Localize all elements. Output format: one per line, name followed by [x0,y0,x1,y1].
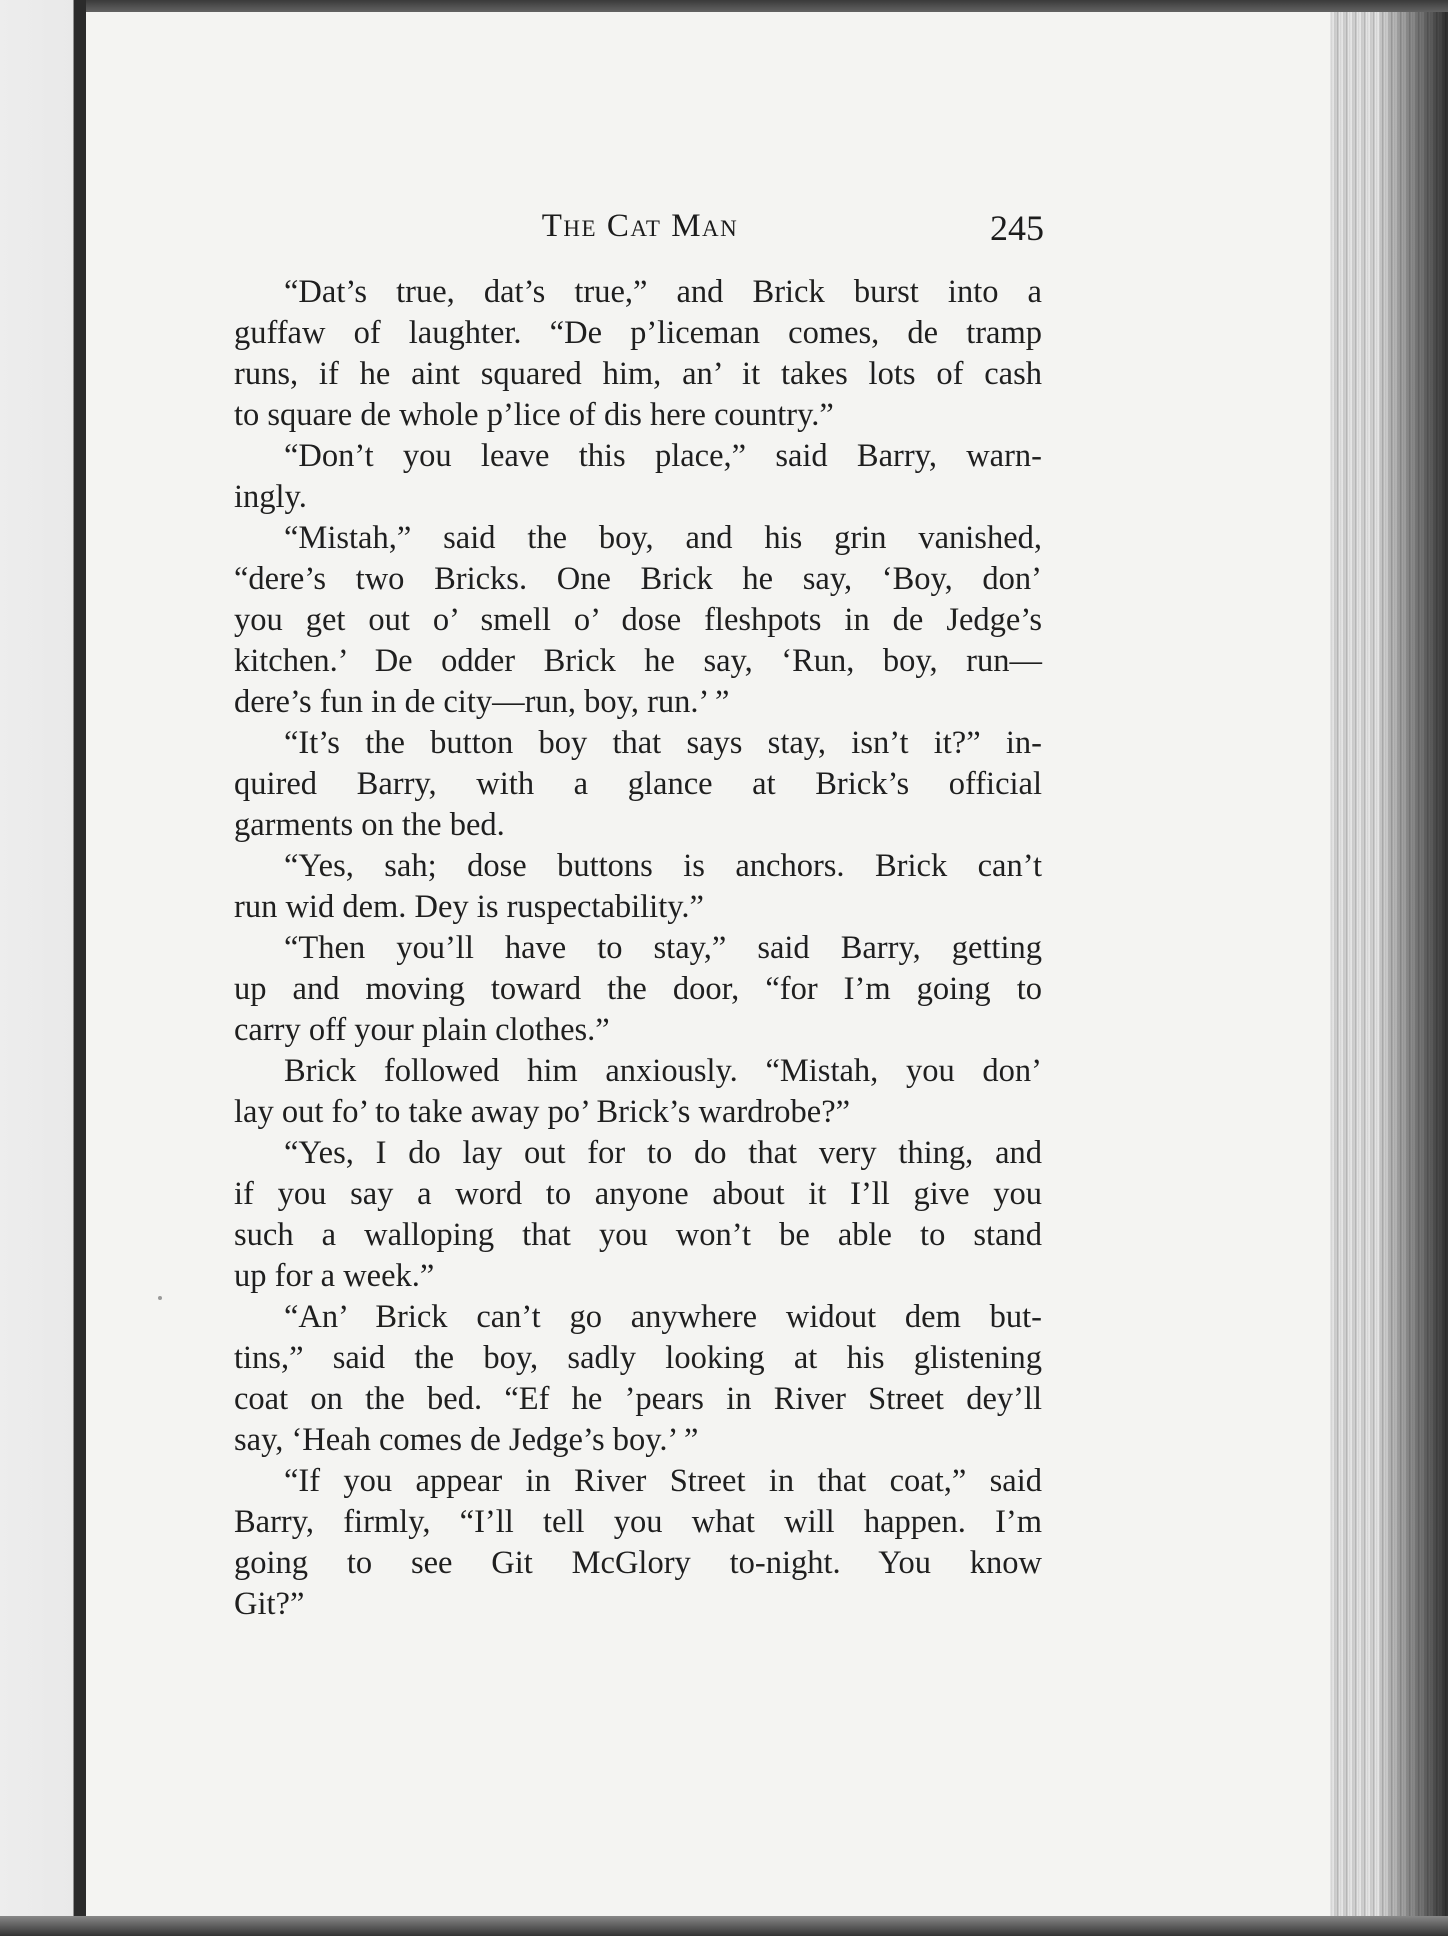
text-line: Barry, firmly, “I’ll tell you what will happen. I’m [234,1504,1042,1540]
paragraph [234,928,1042,1051]
running-head [236,204,1044,248]
text-line: “Dat’s true, dat’s true,” and Brick burst into a [284,274,1042,310]
text-line: say, ‘Heah comes de Jedge’s boy.’ ” [234,1422,699,1458]
paragraph [234,1297,1042,1461]
text-line: run wid dem. Dey is ruspectability.” [234,889,704,925]
text-line: to square de whole p’lice of dis here country.” [234,397,834,433]
page-edges-shadow [1380,12,1448,1932]
paragraph [234,846,1042,928]
page-number: 245 [990,208,1044,248]
text-line: carry off your plain clothes.” [234,1012,610,1048]
text-line: kitchen.’ De odder Brick he say, ‘Run, boy, run— [234,643,1042,679]
paragraph [234,723,1042,846]
text-line: guffaw of laughter. “De p’liceman comes, de tramp [234,315,1042,351]
text-line: quired Barry, with a glance at Brick’s official [234,766,1042,802]
text-line: ingly. [234,479,307,515]
paragraph [234,518,1042,723]
text-line: “Yes, I do lay out for to do that very thing, and [284,1135,1042,1171]
paper-speck [158,1296,162,1300]
body-text [234,272,1042,1625]
text-line: up for a week.” [234,1258,435,1294]
text-line: “dere’s two Bricks. One Brick he say, ‘Boy, don’ [234,561,1042,597]
text-line: going to see Git McGlory to-night. You know [234,1545,1042,1581]
text-line: “An’ Brick can’t go anywhere widout dem but- [284,1299,1042,1335]
text-line: “If you appear in River Street in that coat,” said [284,1463,1042,1499]
bottom-shadow [0,1916,1448,1936]
text-line: Git?” [234,1586,305,1622]
text-line: tins,” said the boy, sadly looking at his glistening [234,1340,1042,1376]
paragraph [234,272,1042,436]
text-line: “Don’t you leave this place,” said Barry, warn- [284,438,1042,474]
text-line: “Then you’ll have to stay,” said Barry, getting [284,930,1042,966]
text-line: lay out fo’ to take away po’ Brick’s wardrobe?” [234,1094,851,1130]
text-line: “Yes, sah; dose buttons is anchors. Brick can’t [284,848,1042,884]
text-line: garments on the bed. [234,807,505,843]
text-line: Brick followed him anxiously. “Mistah, you don’ [284,1053,1042,1089]
text-line: you get out o’ smell o’ dose fleshpots in de Jedge’s [234,602,1042,638]
text-line: up and moving toward the door, “for I’m going to [234,971,1042,1007]
running-title: The Cat Man [541,208,739,244]
text-line: such a walloping that you won’t be able to stand [234,1217,1042,1253]
left-gutter [0,0,86,1936]
text-line: coat on the bed. “Ef he ’pears in River Street dey’ll [234,1381,1042,1417]
text-line: “It’s the button boy that says stay, isn’t it?” in- [284,725,1042,761]
text-line: dere’s fun in de city—run, boy, run.’ ” [234,684,730,720]
text-line: runs, if he aint squared him, an’ it takes lots of cash [234,356,1042,392]
paragraph [234,1051,1042,1133]
paragraph [234,1133,1042,1297]
paragraph [234,1461,1042,1625]
paragraph [234,436,1042,518]
text-line: if you say a word to anyone about it I’ll give you [234,1176,1042,1212]
text-line: “Mistah,” said the boy, and his grin vanished, [284,520,1042,556]
